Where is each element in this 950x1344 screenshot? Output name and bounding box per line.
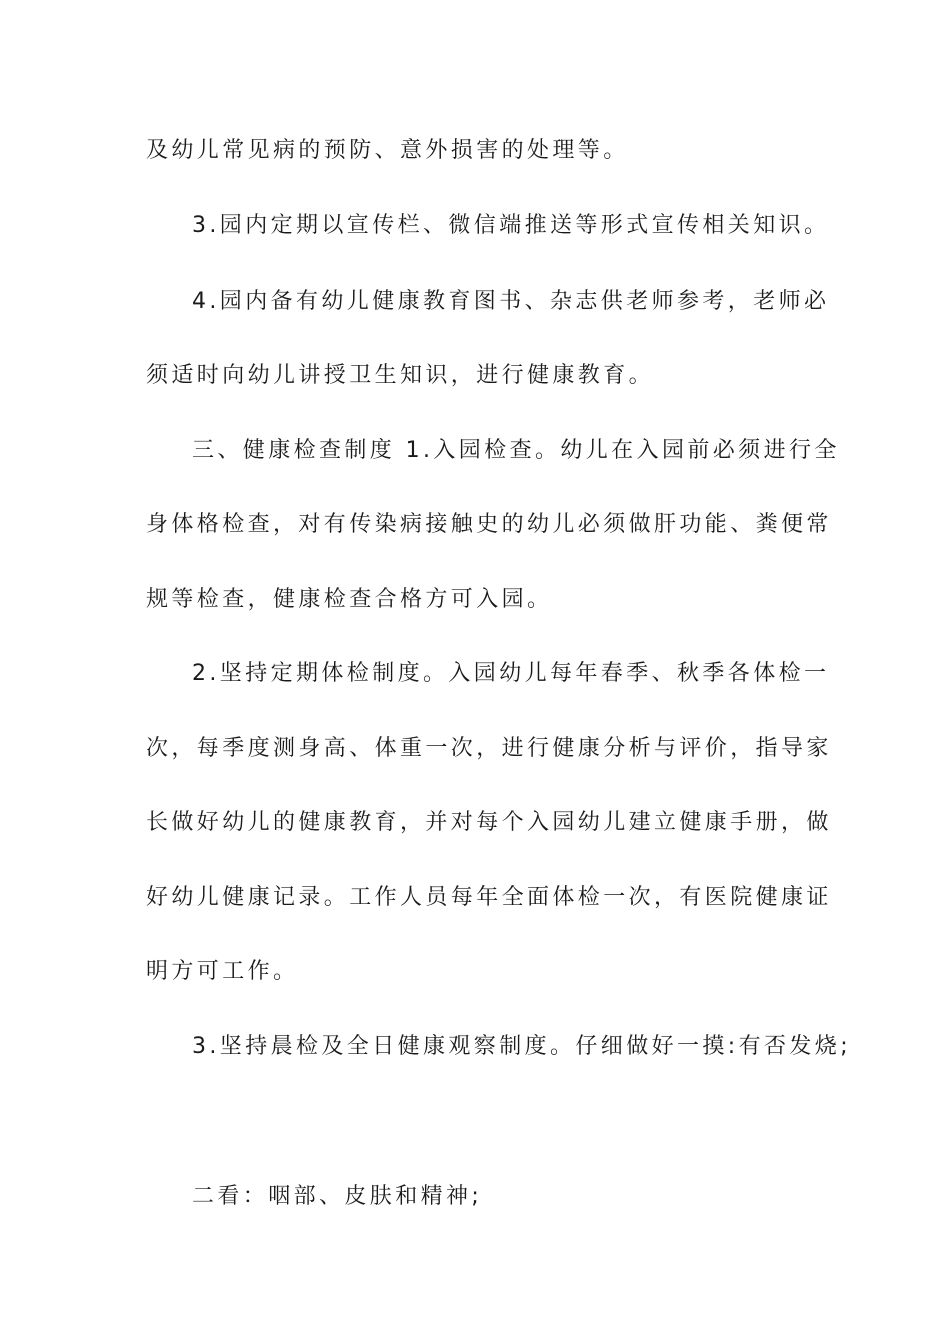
text-line-9: 次，每季度测身高、体重一次，进行健康分析与评价，指导家 xyxy=(146,736,832,761)
text-line-6: 身体格检查，对有传染病接触史的幼儿必须做肝功能、粪便常 xyxy=(146,512,832,537)
text-line-14: 二看：咽部、皮肤和精神; xyxy=(192,1184,483,1209)
text-line-13: 3.坚持晨检及全日健康观察制度。仔细做好一摸:有否发烧; xyxy=(192,1034,852,1059)
text-line-4: 须适时向幼儿讲授卫生知识，进行健康教育。 xyxy=(146,363,655,388)
text-line-12: 明方可工作。 xyxy=(146,959,299,984)
text-line-1: 及幼儿常见病的预防、意外损害的处理等。 xyxy=(146,138,629,163)
text-line-2: 3.园内定期以宣传栏、微信端推送等形式宣传相关知识。 xyxy=(192,213,830,238)
text-line-11: 好幼儿健康记录。工作人员每年全面体检一次，有医院健康证 xyxy=(146,885,832,910)
text-line-7: 规等检查，健康检查合格方可入园。 xyxy=(146,587,553,612)
text-line-3: 4.园内备有幼儿健康教育图书、杂志供老师参考，老师必 xyxy=(192,289,830,314)
text-line-10: 长做好幼儿的健康教育，并对每个入园幼儿建立健康手册，做 xyxy=(146,810,832,835)
text-line-8: 2.坚持定期体检制度。入园幼儿每年春季、秋季各体检一 xyxy=(192,661,830,686)
text-line-5: 三、健康检查制度 1.入园检查。幼儿在入园前必须进行全 xyxy=(192,438,840,463)
